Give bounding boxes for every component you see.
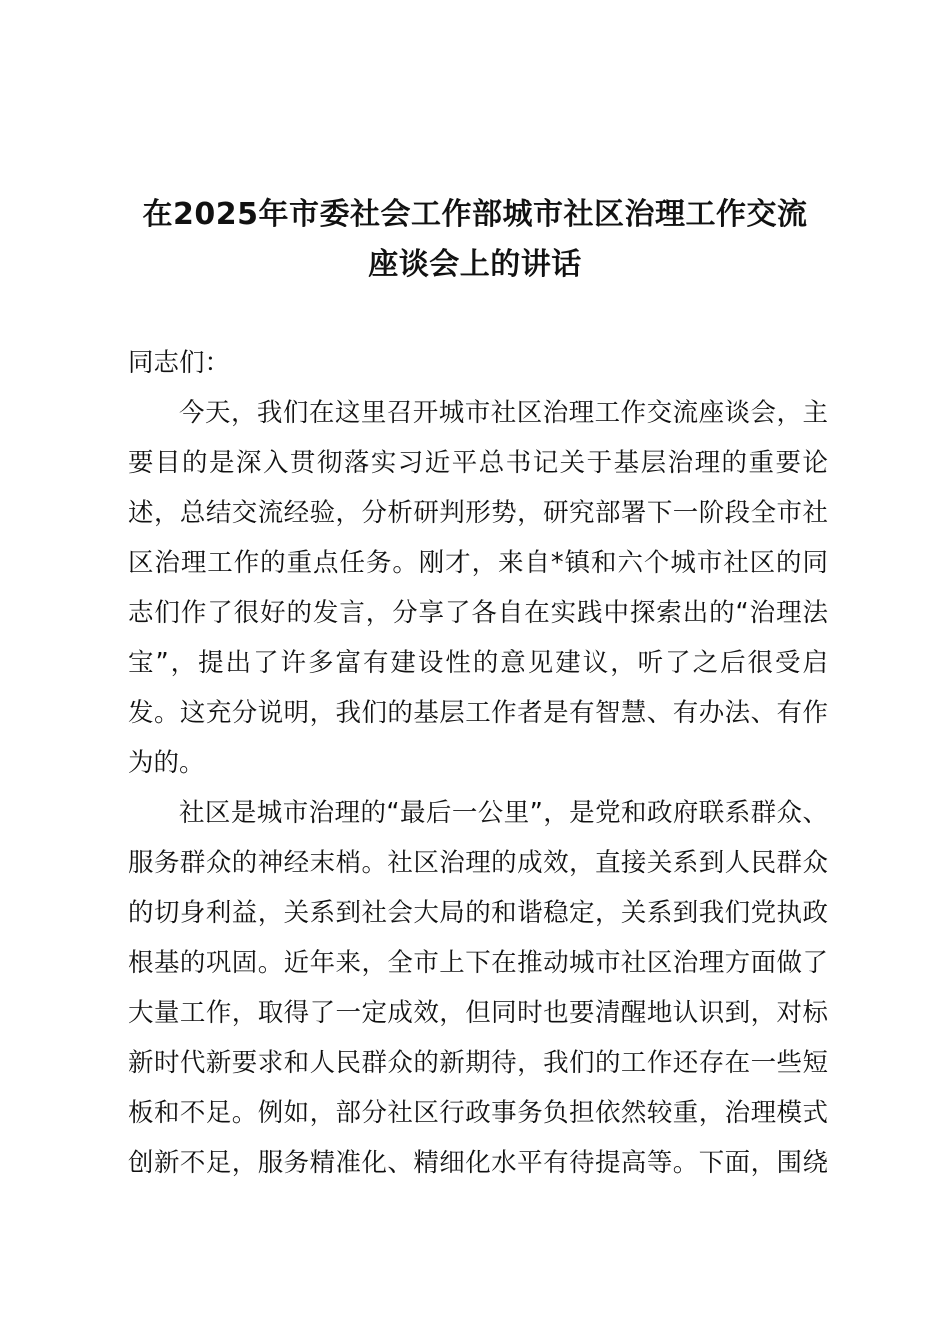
text-line: 志们作了很好的发言，分享了各自在实践中探索出的“治理法 <box>128 598 828 628</box>
title-line-2: 座谈会上的讲话 <box>368 247 582 282</box>
title-line-1: 在2025年市委社会工作部城市社区治理工作交流 <box>142 197 808 232</box>
text-line: 为的。 <box>128 748 205 778</box>
paragraph-1 <box>128 388 828 788</box>
text-line: 述，总结交流经验，分析研判形势，研究部署下一阶段全市社 <box>128 498 828 528</box>
text-line: 的切身利益，关系到社会大局的和谐稳定，关系到我们党执政 <box>128 898 828 928</box>
text-line: 要目的是深入贯彻落实习近平总书记关于基层治理的重要论 <box>128 448 828 478</box>
paragraph-2 <box>128 788 828 1188</box>
document-body <box>128 338 828 1188</box>
salutation: 同志们： <box>128 348 231 378</box>
text-line: 区治理工作的重点任务。刚才，来自*镇和六个城市社区的同 <box>128 548 828 578</box>
text-line: 新时代新要求和人民群众的新期待，我们的工作还存在一些短 <box>128 1048 828 1078</box>
text-line: 根基的巩固。近年来，全市上下在推动城市社区治理方面做了 <box>128 948 828 978</box>
document-title <box>0 190 950 290</box>
text-line: 板和不足。例如，部分社区行政事务负担依然较重，治理模式 <box>128 1098 828 1128</box>
text-line: 今天，我们在这里召开城市社区治理工作交流座谈会，主 <box>179 398 828 428</box>
text-line: 大量工作，取得了一定成效，但同时也要清醒地认识到，对标 <box>128 998 828 1028</box>
text-line: 发。这充分说明，我们的基层工作者是有智慧、有办法、有作 <box>128 698 828 728</box>
text-line: 服务群众的神经末梢。社区治理的成效，直接关系到人民群众 <box>128 848 828 878</box>
text-line: 宝”，提出了许多富有建设性的意见建议，听了之后很受启 <box>128 648 828 678</box>
text-line: 创新不足，服务精准化、精细化水平有待提高等。下面，围绕 <box>128 1148 828 1178</box>
text-line: 社区是城市治理的“最后一公里”，是党和政府联系群众、 <box>179 798 828 828</box>
